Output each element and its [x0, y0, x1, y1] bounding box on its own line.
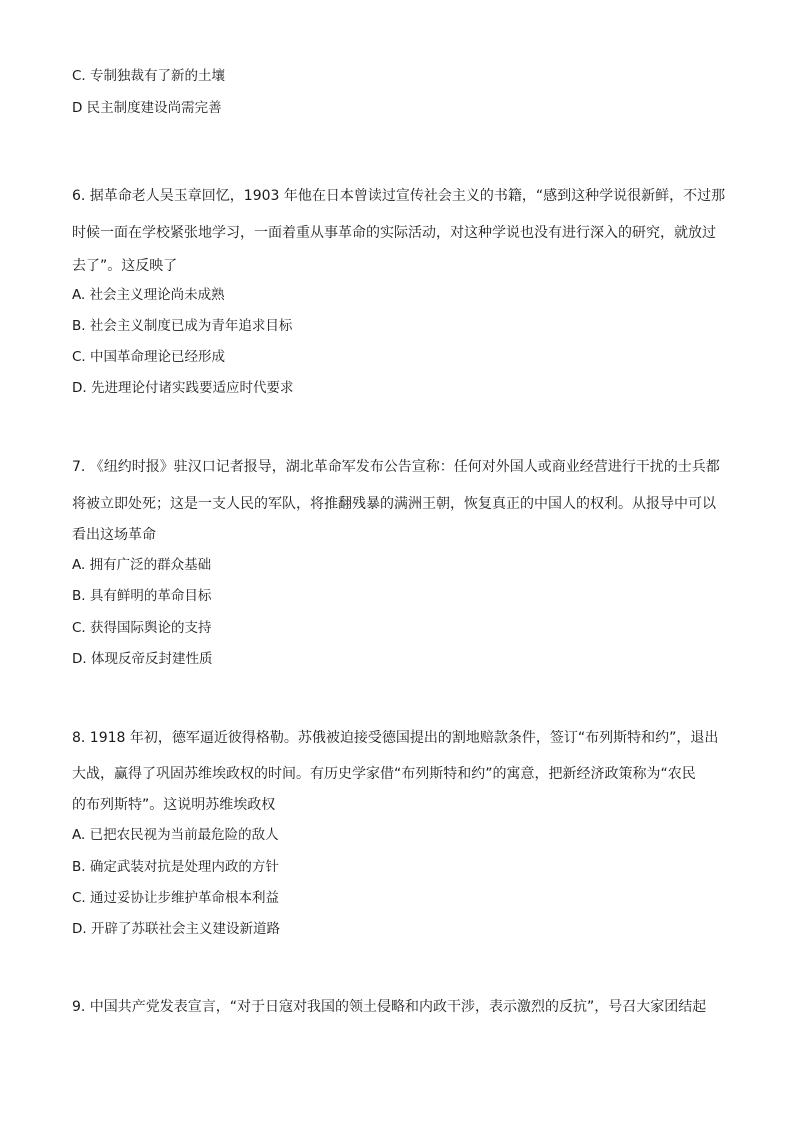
q7-option-b: B. 具有鲜明的革命目标 — [72, 588, 212, 604]
q8-option-c: C. 通过妥协让步维护革命根本利益 — [72, 890, 280, 906]
q6-stem-line-1: 6. 据革命老人吴玉章回忆，1903 年他在日本曾读过宣传社会主义的书籍，“感到这种学说很新鲜，不过那 — [72, 188, 726, 204]
q7-option-a: A. 拥有广泛的群众基础 — [72, 557, 212, 573]
q7-option-c: C. 获得国际舆论的支持 — [72, 620, 212, 636]
q6-option-a: A. 社会主义理论尚未成熟 — [72, 287, 225, 303]
q8-stem-line-1: 8. 1918 年初，德军逼近彼得格勒。苏俄被迫接受德国提出的割地赔款条件，签订“布列斯特和约”，退出 — [72, 730, 719, 746]
q6-option-d: D. 先进理论付诸实践要适应时代要求 — [72, 380, 294, 396]
q8-option-b: B. 确定武装对抗是处理内政的方针 — [72, 859, 279, 875]
q6-stem-line-2: 时候一面在学校紧张地学习，一面着重从事革命的实际活动，对这种学说也没有进行深入的研究，就放过 — [72, 225, 716, 241]
q6-option-b: B. 社会主义制度已成为青年追求目标 — [72, 318, 293, 334]
q7-stem-line-2: 将被立即处死；这是一支人民的军队，将推翻残暴的满洲王朝，恢复真正的中国人的权利。从报导中可以 — [72, 496, 716, 512]
q7-stem-line-3: 看出这场革命 — [72, 527, 156, 543]
q6-option-c: C. 中国革命理论已经形成 — [72, 349, 226, 365]
q5-option-c: C. 专制独裁有了新的土壤 — [72, 68, 226, 84]
q7-stem-line-1: 7. 《纽约时报》驻汉口记者报导，湖北革命军发布公告宣称：任何对外国人或商业经营进行干扰的士兵都 — [72, 459, 720, 475]
q8-option-d: D. 开辟了苏联社会主义建设新道路 — [72, 921, 280, 937]
q5-option-d: D 民主制度建设尚需完善 — [72, 100, 222, 116]
q8-stem-line-2: 大战，赢得了巩固苏维埃政权的时间。有历史学家借“布列斯特和约”的寓意，把新经济政策称为“农民 — [72, 766, 696, 782]
q8-option-a: A. 已把农民视为当前最危险的敌人 — [72, 827, 279, 843]
q9-stem-line-1: 9. 中国共产党发表宣言，“对于日寇对我国的领土侵略和内政干涉，表示激烈的反抗”，号召大家团结起 — [72, 999, 707, 1015]
q7-option-d: D. 体现反帝反封建性质 — [72, 651, 213, 667]
q8-stem-line-3: 的布列斯特”。这说明苏维埃政权 — [72, 797, 276, 813]
q6-stem-line-3: 去了”。这反映了 — [72, 258, 178, 274]
